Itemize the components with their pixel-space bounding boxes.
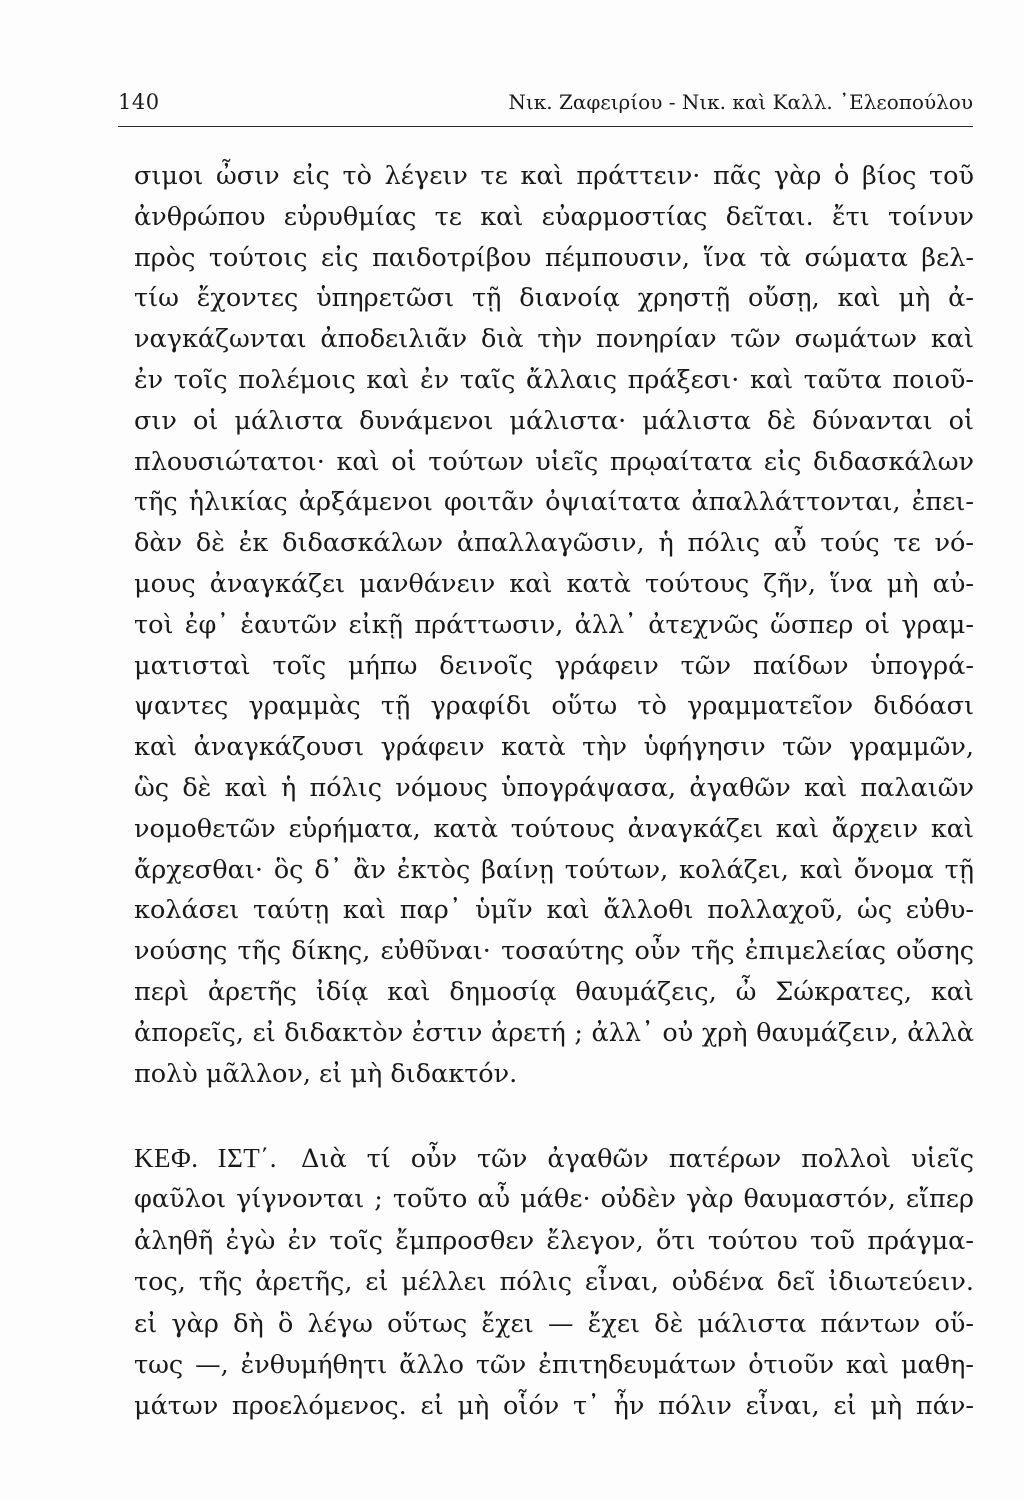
chapter-heading: ΚΕΦ. ΙΣΤ΄. [134, 1143, 278, 1173]
text-line: τῆς ἡλικίας ἀρξάμενοι φοιτᾶν ὀψιαίτατα ἀπαλλάττονται, ἐπει- [134, 487, 974, 518]
header-rule [118, 126, 973, 127]
text-line: ψαντες γραμμὰς τῇ γραφίδι οὕτω τὸ γραμματεῖον διδόασι [134, 691, 974, 722]
text-line: ἀληθῆ ἐγὼ ἐν τοῖς ἔμπροσθεν ἔλεγον, ὅτι τούτου τοῦ πράγμα- [134, 1225, 974, 1256]
text-line: πρὸς τούτοις εἰς παιδοτρίβου πέμπουσιν, ἵνα τὰ σώματα βελ- [134, 242, 974, 273]
text-line: τως —, ἐνθυμήθητι ἄλλο τῶν ἐπιτηδευμάτων ὁτιοῦν καὶ μαθη- [134, 1349, 974, 1380]
text-line: πλουσιώτατοι· καὶ οἱ τούτων υἱεῖς πρῳαίτατα εἰς διδασκάλων [134, 446, 974, 477]
chapter-section [134, 1138, 974, 1428]
text-line: περὶ ἀρετῆς ἰδίᾳ καὶ δημοσίᾳ θαυμάζεις, ὦ Σώκρατες, καὶ [134, 976, 974, 1007]
text-line: ὣς δὲ καὶ ἡ πόλις νόμους ὑπογράψασα, ἀγαθῶν καὶ παλαιῶν [134, 772, 974, 803]
text-line: καὶ ἀναγκάζουσι γράφειν κατὰ τὴν ὑφήγησιν τῶν γραμμῶν, [134, 732, 974, 763]
text-line: σιμοι ὦσιν εἰς τὸ λέγειν τε καὶ πράττειν· πᾶς γὰρ ὁ βίος τοῦ [134, 161, 974, 191]
text-line: ἀπορεῖς, εἰ διδακτὸν ἐστιν ἀρετή ; ἀλλ᾿ οὐ χρὴ θαυμάζειν, ἀλλὰ [134, 1017, 974, 1048]
text-line: τίω ἔχοντες ὑπηρετῶσι τῇ διανοίᾳ χρηστῇ οὔσῃ, καὶ μὴ ἀ- [134, 283, 974, 314]
running-head: Νικ. Ζαφειρίου - Νικ. καὶ Καλλ. ᾿Ελεοπούλου [508, 90, 973, 114]
page-number: 140 [118, 90, 160, 114]
text-line: ἀνθρώπου εὐρυθμίας τε καὶ εὐαρμοστίας δεῖται. ἔτι τοίνυν [134, 201, 974, 232]
text-line: ἄρχεσθαι· ὃς δ᾿ ἂν ἐκτὸς βαίνῃ τούτων, κολάζει, καὶ ὄνομα τῇ [134, 854, 974, 885]
text-line: σιν οἱ μάλιστα δυνάμενοι μάλιστα· μάλιστα δὲ δύνανται οἱ [134, 405, 974, 436]
text-line: ναγκάζωνται ἀποδειλιᾶν διὰ τὴν πονηρίαν τῶν σωμάτων καὶ [134, 324, 974, 355]
text-line: μάτων προελόμενος. εἰ μὴ οἷόν τ᾿ ἦν πόλιν εἶναι, εἰ μὴ πάν- [134, 1391, 974, 1422]
text-line: κολάσει ταύτῃ καὶ παρ᾿ ὑμῖν καὶ ἄλλοθι πολλαχοῦ, ὡς εὐθυ- [134, 895, 974, 926]
text-line: μους ἀναγκάζει μανθάνειν καὶ κατὰ τούτους ζῆν, ἵνα μὴ αὐ- [134, 568, 974, 599]
text-line: ἐν τοῖς πολέμοις καὶ ἐν ταῖς ἄλλαις πράξεσι· καὶ ταῦτα ποιοῦ- [134, 364, 974, 395]
section-first-line-text: Διὰ τί οὖν τῶν ἀγαθῶν πατέρων πολλοὶ υἱεῖς [301, 1144, 975, 1174]
text-line: δὰν δὲ ἐκ διδασκάλων ἀπαλλαγῶσιν, ἡ πόλις αὖ τούς τε νό- [134, 528, 974, 559]
text-line: φαῦλοι γίγνονται ; τοῦτο αὖ μάθε· οὐδὲν γὰρ θαυμαστόν, εἴπερ [134, 1184, 974, 1215]
section-first-line [134, 1138, 974, 1179]
page-header [118, 88, 973, 120]
text-line: εἰ γὰρ δὴ ὃ λέγω οὕτως ἔχει — ἔχει δὲ μάλιστα πάντων οὕ- [134, 1308, 974, 1339]
body-paragraph [134, 156, 974, 1094]
text-line: τος, τῆς ἀρετῆς, εἰ μέλλει πόλις εἶναι, οὐδένα δεῖ ἰδιωτεύειν. [134, 1267, 974, 1298]
text-line: ματισταὶ τοῖς μήπω δεινοῖς γράφειν τῶν παίδων ὑπογρά- [134, 650, 974, 681]
text-line: τοὶ ἐφ᾿ ἑαυτῶν εἰκῇ πράττωσιν, ἀλλ᾿ ἀτεχνῶς ὥσπερ οἱ γραμ- [134, 609, 974, 640]
text-line: νομοθετῶν εὑρήματα, κατὰ τούτους ἀναγκάζει καὶ ἄρχειν καὶ [134, 813, 974, 844]
text-line: πολὺ μᾶλλον, εἰ μὴ διδακτόν. [134, 1058, 518, 1089]
text-line: νούσης τῆς δίκης, εὐθῦναι· τοσαύτης οὖν τῆς ἐπιμελείας οὔσης [134, 936, 974, 967]
